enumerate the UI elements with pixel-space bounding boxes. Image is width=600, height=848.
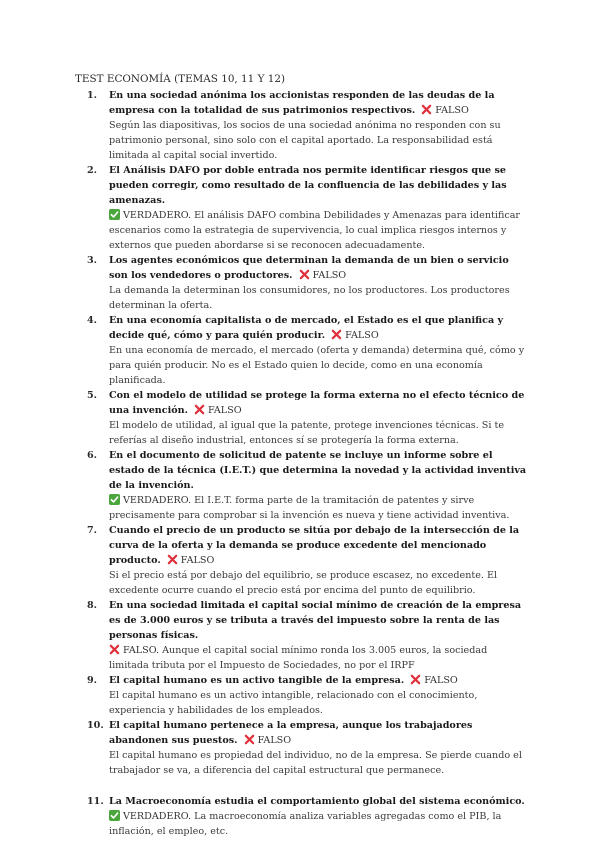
verdict-label: FALSO. <box>123 645 160 656</box>
question-text: El Análisis DAFO por doble entrada nos permite identificar riesgos que se pueden corregir, como resultado de la confluencia de las debilidades y las amenazas. <box>109 165 507 206</box>
verdict-label: FALSO <box>345 330 379 341</box>
question-list <box>75 88 530 839</box>
question-number: 8. <box>87 600 98 611</box>
question-text: En el documento de solicitud de patente se incluye un informe sobre el estado de la técnica (I.E.T.) que determina la novedad y la actividad inventiva de la invención. <box>109 450 527 491</box>
question-text: En una sociedad anónima los accionistas responden de las deudas de la empresa con la totalidad de sus patrimonios respectivos. <box>109 90 495 116</box>
question-text: El capital humano es un activo tangible de la empresa. <box>109 675 405 686</box>
explanation-text: El capital humano es propiedad del individuo, no de la empresa. Se pierde cuando el trabajador se va, a diferencia del capital estructural que permanece. <box>109 750 522 776</box>
verdict-label: FALSO <box>208 405 242 416</box>
explanation-text: El análisis DAFO combina Debilidades y Amenazas para identificar escenarios como la estrategia de supervivencia, lo cual implica riesgos internos y externos que pueden abordarse si se reconocen adecuadamente. <box>109 210 521 251</box>
question-item <box>75 448 530 523</box>
cross-mark-icon <box>331 329 342 340</box>
check-mark-icon <box>109 494 120 505</box>
question-text: Cuando el precio de un producto se sitúa por debajo de la intersección de la curva de la oferta y la demanda se produce excedente del mencionado producto. <box>109 525 520 566</box>
question-item <box>75 253 530 313</box>
explanation-text: El capital humano es un activo intangible, relacionado con el conocimiento, experiencia y habilidades de los empleados. <box>109 690 478 716</box>
check-mark-icon <box>109 810 120 821</box>
question-item <box>75 598 530 673</box>
verdict-label: VERDADERO. <box>123 210 192 221</box>
question-number: 1. <box>87 90 98 101</box>
check-mark-icon <box>109 209 120 220</box>
question-text: En una economía capitalista o de mercado, el Estado es el que planifica y decide qué, cómo y para quién producir. <box>109 315 504 341</box>
cross-mark-icon <box>167 554 178 565</box>
explanation-text: El modelo de utilidad, al igual que la patente, protege invenciones técnicas. Si te referías al diseño industrial, entonces sí se protegería la forma externa. <box>109 420 505 446</box>
verdict-label: VERDADERO. <box>123 495 192 506</box>
question-number: 10. <box>87 720 104 731</box>
question-item <box>75 718 530 778</box>
question-text: En una sociedad limitada el capital social mínimo de creación de la empresa es de 3.000 euros y se tributa a través del impuesto sobre la renta de las personas físicas. <box>109 600 522 641</box>
question-number: 6. <box>87 450 98 461</box>
question-number: 2. <box>87 165 98 176</box>
cross-mark-icon <box>421 104 432 115</box>
verdict-label: VERDADERO. <box>123 811 192 822</box>
cross-mark-icon <box>244 734 255 745</box>
explanation-text: El I.E.T. forma parte de la tramitación de patentes y sirve precisamente para comprobar si la invención es nueva y tiene actividad inventiva. <box>109 495 510 521</box>
explanation-text: Si el precio está por debajo del equilibrio, se produce escasez, no excedente. El excedente ocurre cuando el precio está por encima del punto de equilibrio. <box>109 570 498 596</box>
question-text: La Macroeconomía estudia el comportamiento global del sistema económico. <box>109 796 525 807</box>
question-text: El capital humano pertenece a la empresa, aunque los trabajadores abandonen sus puestos. <box>109 720 473 746</box>
question-number: 9. <box>87 675 98 686</box>
question-number: 3. <box>87 255 98 266</box>
question-item <box>75 794 530 839</box>
explanation-text: La macroeconomía analiza variables agregadas como el PIB, la inflación, el empleo, etc. <box>109 811 502 837</box>
explanation-text: Según las diapositivas, los socios de una sociedad anónima no responden con su patrimonio personal, sino solo con el capital aportado. La responsabilidad está limitada al capital social invertido. <box>109 120 501 161</box>
explanation-text: La demanda la determinan los consumidores, no los productores. Los productores determinan la oferta. <box>109 285 510 311</box>
question-item <box>75 523 530 598</box>
question-number: 7. <box>87 525 98 536</box>
cross-mark-icon <box>109 644 120 655</box>
explanation-text: Aunque el capital social mínimo ronda los 3.005 euros, la sociedad limitada tributa por el Impuesto de Sociedades, no por el IRPF <box>109 645 488 671</box>
verdict-label: FALSO <box>257 735 292 746</box>
question-number: 4. <box>87 315 98 326</box>
verdict-label: FALSO <box>312 270 347 281</box>
cross-mark-icon <box>410 674 421 685</box>
question-item <box>75 88 530 163</box>
question-item <box>75 673 530 718</box>
explanation-text: En una economía de mercado, el mercado (oferta y demanda) determina qué, cómo y para quién producir. No es el Estado quien lo decide, como en una economía planificada. <box>109 345 525 386</box>
question-item <box>75 163 530 253</box>
question-number: 11. <box>87 796 104 807</box>
question-item <box>75 313 530 388</box>
document-title: TEST ECONOMÍA (TEMAS 10, 11 Y 12) <box>75 73 286 85</box>
question-text: Con el modelo de utilidad se protege la forma externa no el efecto técnico de una invención. <box>109 390 525 416</box>
verdict-label: FALSO <box>424 675 458 686</box>
verdict-label: FALSO <box>435 105 469 116</box>
question-item <box>75 388 530 448</box>
question-text: Los agentes económicos que determinan la demanda de un bien o servicio son los vendedores o productores. <box>109 255 509 281</box>
verdict-label: FALSO <box>180 555 215 566</box>
question-number: 5. <box>87 390 98 401</box>
cross-mark-icon <box>299 269 310 280</box>
cross-mark-icon <box>194 404 205 415</box>
